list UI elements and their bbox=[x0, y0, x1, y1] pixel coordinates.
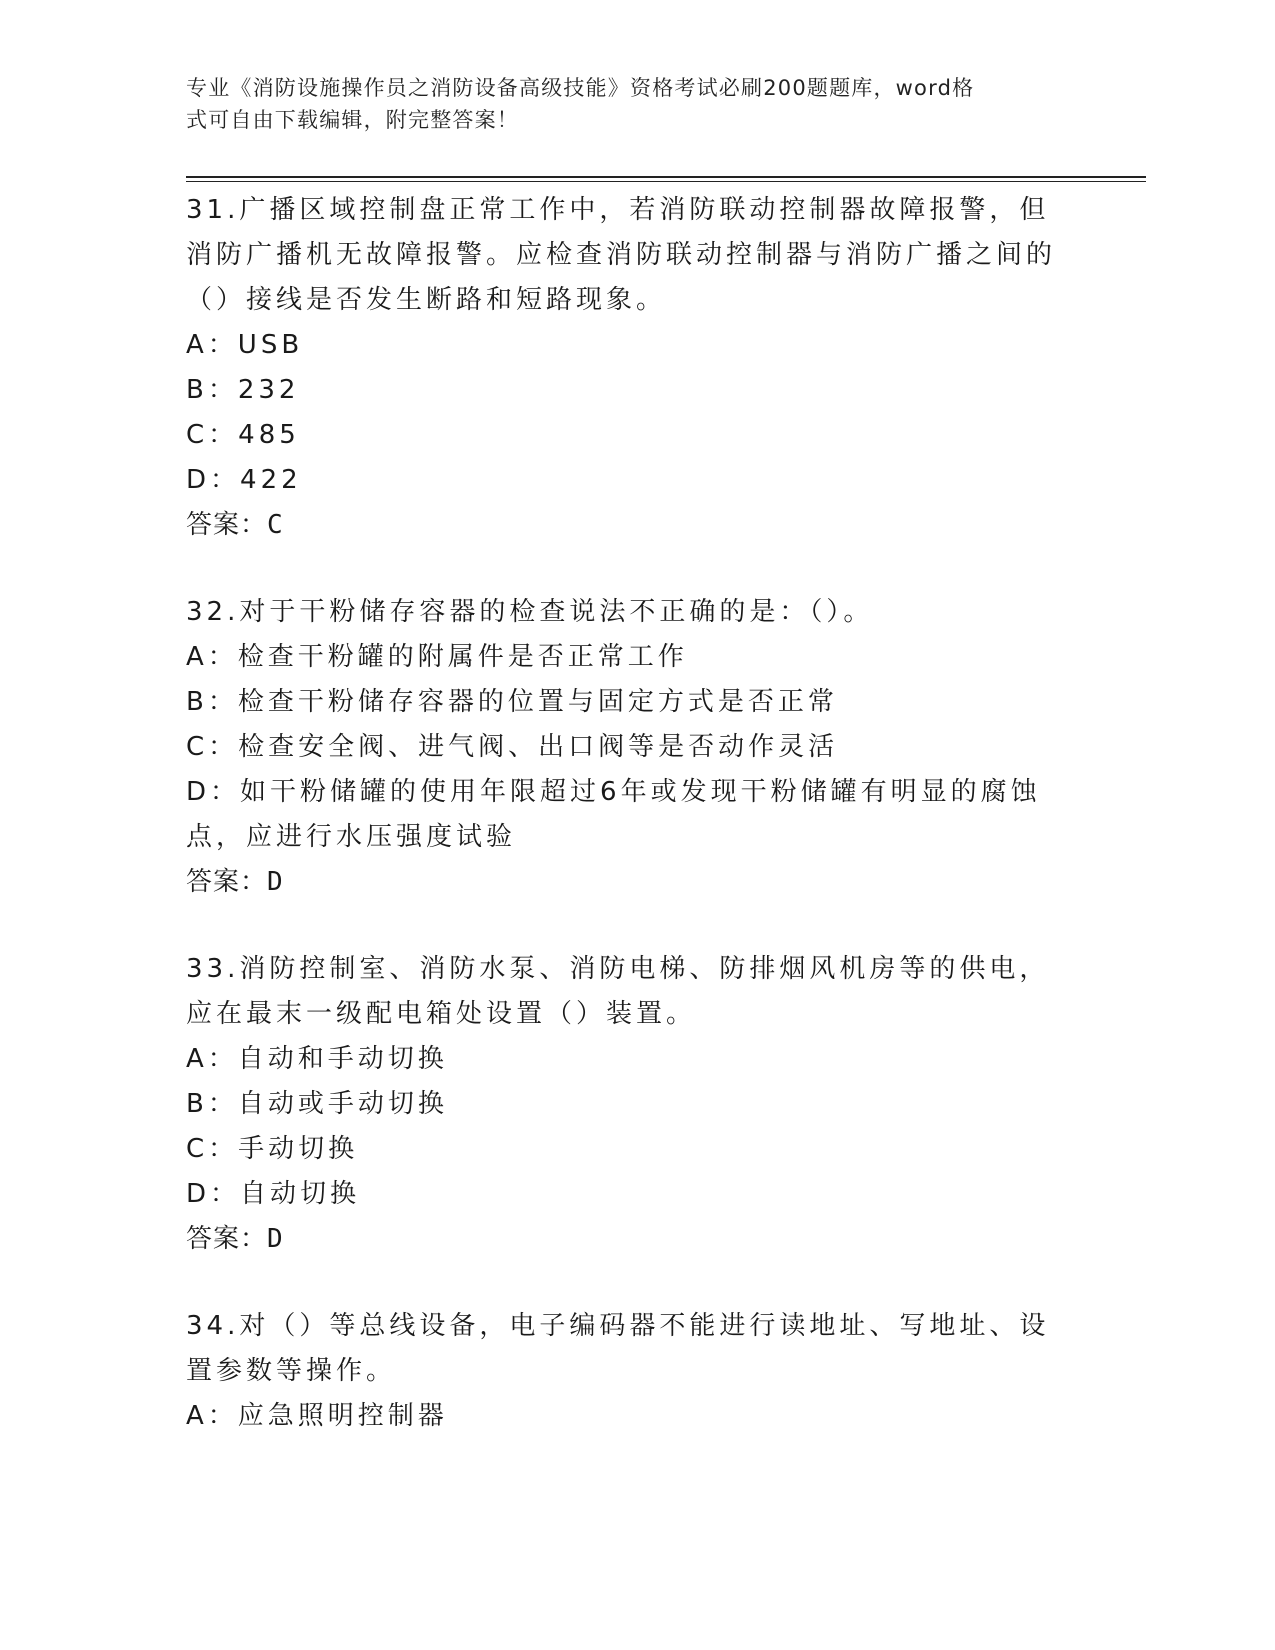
question-34 bbox=[186, 1304, 1076, 1439]
option-c: C：485 bbox=[186, 420, 300, 450]
answer-label: 答案： bbox=[186, 867, 268, 897]
header-line-2: 式可自由下载编辑，附完整答案！ bbox=[186, 108, 519, 132]
header-divider-thin bbox=[186, 181, 1146, 182]
question-33 bbox=[186, 947, 1076, 1262]
question-stem: 31.广播区域控制盘正常工作中，若消防联动控制器故障报警，但消防广播机无故障报警。应检查消防联动控制器与消防广播之间的（）接线是否发生断路和短路现象。 bbox=[186, 195, 1057, 315]
answer-value: D bbox=[267, 1224, 284, 1254]
answer-value: C bbox=[267, 510, 284, 540]
header-line-1: 专业《消防设施操作员之消防设备高级技能》资格考试必刷200题题库，word格 bbox=[186, 76, 975, 100]
question-32 bbox=[186, 590, 1076, 905]
question-stem: 34.对（）等总线设备，电子编码器不能进行读地址、写地址、设置参数等操作。 bbox=[186, 1311, 1050, 1386]
option-a: A：USB bbox=[186, 330, 304, 360]
option-a: A：应急照明控制器 bbox=[186, 1401, 448, 1431]
answer-label: 答案： bbox=[186, 1224, 268, 1254]
answer-line bbox=[186, 1217, 1076, 1262]
option-a: A：自动和手动切换 bbox=[186, 1044, 448, 1074]
question-stem: 32.对于干粉储存容器的检查说法不正确的是：（）。 bbox=[186, 597, 874, 627]
question-31 bbox=[186, 188, 1076, 548]
answer-line bbox=[186, 860, 1076, 905]
option-b: B：检查干粉储存容器的位置与固定方式是否正常 bbox=[186, 687, 838, 717]
question-stem: 33.消防控制室、消防水泵、消防电梯、防排烟风机房等的供电，应在最末一级配电箱处设置（）装置。 bbox=[186, 954, 1050, 1029]
option-d: D：自动切换 bbox=[186, 1179, 361, 1209]
option-d: D：422 bbox=[186, 465, 302, 495]
option-a: A：检查干粉罐的附属件是否正常工作 bbox=[186, 642, 688, 672]
answer-label: 答案： bbox=[186, 510, 268, 540]
question-list bbox=[186, 188, 1076, 1481]
answer-line bbox=[186, 503, 1076, 548]
option-b: B：自动或手动切换 bbox=[186, 1089, 448, 1119]
option-c: C：手动切换 bbox=[186, 1134, 359, 1164]
option-c: C：检查安全阀、进气阀、出口阀等是否动作灵活 bbox=[186, 732, 839, 762]
option-b: B：232 bbox=[186, 375, 300, 405]
option-d: D：如干粉储罐的使用年限超过6年或发现干粉储罐有明显的腐蚀点，应进行水压强度试验 bbox=[186, 777, 1041, 852]
header-divider-thick bbox=[186, 176, 1146, 178]
document-header bbox=[186, 72, 1066, 136]
answer-value: D bbox=[267, 867, 284, 897]
